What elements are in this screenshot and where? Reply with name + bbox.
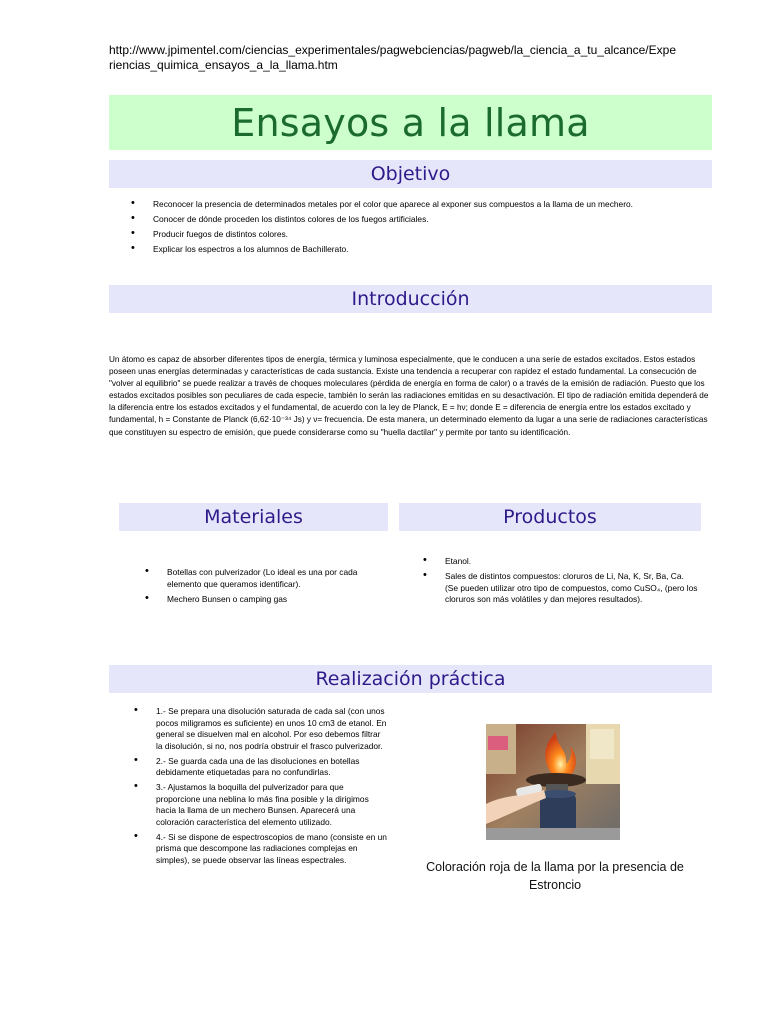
objetivo-list [131, 199, 712, 259]
photo-caption: Coloración roja de la llama por la presencia de Estroncio [426, 860, 684, 892]
flame-photo-illustration [486, 724, 620, 840]
materiales-heading: Materiales [204, 506, 303, 528]
list-item: • Sales de distintos compuestos: cloruros de Li, Na, K, Sr, Ba, Ca. (Se pueden utilizar otro tipo de compuestos, como CuSO₄, (pero los cloruros son más volátiles y dan mejores resultados). [423, 571, 699, 606]
realizacion-steps [134, 706, 389, 870]
objetivo-header [109, 160, 712, 188]
introduccion-heading: Introducción [351, 288, 470, 310]
productos-heading: Productos [503, 506, 597, 528]
list-item: • Botellas con pulverizador (Lo ideal es una por cada elemento que queramos identificar). [145, 567, 385, 590]
list-item: • 2.- Se guarda cada una de las disoluciones en botellas debidamente etiquetadas para no confundirlas. [134, 756, 389, 779]
introduccion-header [109, 285, 712, 313]
list-item: • Reconocer la presencia de determinados metales por el color que aparece al exponer sus compuestos a la llama de un mechero. [131, 199, 712, 211]
introduccion-paragraph: Un átomo es capaz de absorber diferentes tipos de energía, térmica y luminosa especialmente, que le conducen a una serie de estados excitados. Estos estados poseen unas energías determinadas y características de cada sustancia. Existe una tendencia a recuperar con rapidez el estado fundamental. La consecución de "volver al equilibrio" se puede realizar a través de choques moleculares (pérdida de energía en forma de calor) o a través de la emisión de radiación. Puesto que los estados excitados posibles son peculiares de cada especie, también lo serán las radiaciones emitidas en su desactivación. El tipo de radiación emitida dependerá de la diferencia entre los estados excitados y el fundamental, de acuerdo con la ley de Planck, E = hν; donde E = diferencia de energía entre los estados excitado y fundamental, h = Constante de Planck (6,62·10⁻³⁴ Js) y ν= frecuencia. De esta manera, un determinado elemento da lugar a una serie de radiaciones características que constituyen su espectro de emisión, que puede considerarse como su "huella dactilar" y permite por tanto su identificación. [109, 355, 709, 437]
materiales-header [119, 503, 388, 531]
productos-list [423, 556, 699, 609]
objetivo-heading: Objetivo [370, 163, 451, 185]
list-item: • Mechero Bunsen o camping gas [145, 594, 385, 606]
list-item: • Conocer de dónde proceden los distintos colores de los fuegos artificiales. [131, 214, 712, 226]
flame-photo [486, 724, 620, 840]
list-item: • Producir fuegos de distintos colores. [131, 229, 712, 241]
realizacion-header [109, 665, 712, 693]
title-banner [109, 95, 712, 150]
realizacion-heading: Realización práctica [315, 668, 506, 690]
list-item: • Explicar los espectros a los alumnos de Bachillerato. [131, 244, 712, 256]
list-item: • 1.- Se prepara una disolución saturada de cada sal (con unos pocos miligramos es suficiente) en unos 10 cm3 de etanol. En general se disuelven mal en alcohol. Por eso debemos filtrar la disolución, si no, nos podría obstruir el frasco pulverizador. [134, 706, 389, 752]
list-item: • 4.- Si se dispone de espectroscopios de mano (consiste en un prisma que descompone las radiaciones complejas en simples), se puede observar las líneas espectrales. [134, 832, 389, 867]
page-title: Ensayos a la llama [231, 100, 590, 145]
productos-header [399, 503, 701, 531]
materiales-list [145, 567, 385, 609]
list-item: • Etanol. [423, 556, 699, 568]
list-item: • 3.- Ajustamos la boquilla del pulverizador para que proporcione una neblina lo más fina posible y la dirigimos hacia la llama de un mechero Bunsen. Aparecerá una coloración característica del elemento utilizado. [134, 782, 389, 828]
source-url: http://www.jpimentel.com/ciencias_experimentales/pagwebciencias/pagweb/la_ciencia_a_tu_alcance/Experiencias_quimica_ensayos_a_la_llama.htm [109, 43, 676, 72]
